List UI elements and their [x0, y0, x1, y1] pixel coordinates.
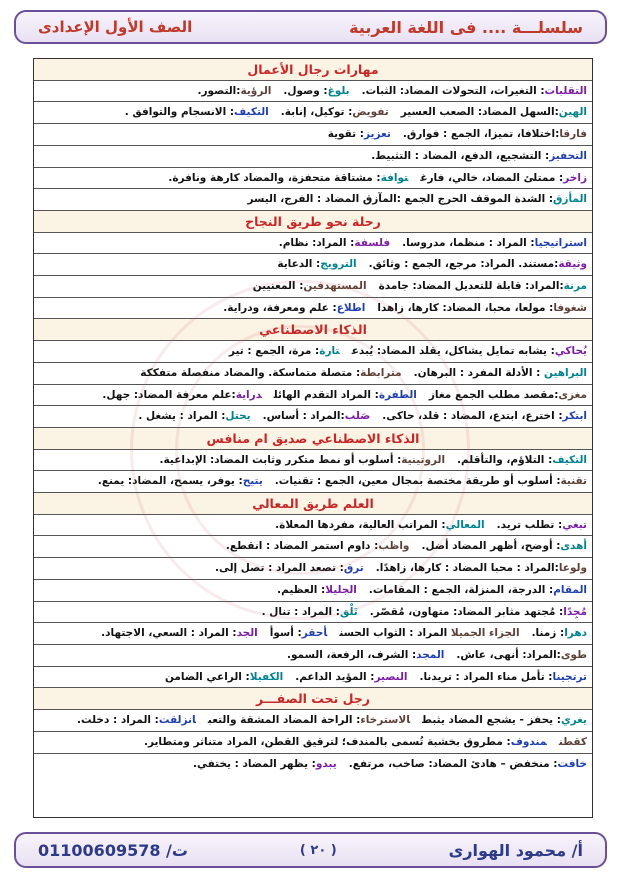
vocabulary-term: استراتيجيا	[534, 236, 587, 249]
vocabulary-entry	[414, 367, 587, 379]
vocabulary-definition: : توكيل، إنابة.	[280, 106, 353, 119]
vocabulary-entry	[253, 280, 367, 292]
vocabulary-definition: : أسلوب أو طريقة مختصة بمجال معين، الجمع : تقنيات.	[274, 475, 561, 488]
vocabulary-entry	[101, 627, 258, 639]
vocabulary-entry	[215, 562, 364, 574]
vocabulary-entry	[98, 475, 263, 487]
vocabulary-entry	[559, 736, 587, 748]
vocabulary-entry	[339, 627, 519, 639]
vocabulary-term: وثيقة	[558, 258, 587, 271]
vocabulary-row	[34, 233, 592, 255]
vocabulary-row	[34, 580, 592, 602]
vocabulary-term: كقطن	[558, 735, 587, 748]
vocabulary-definition: : المراد : يشغل .	[138, 410, 226, 423]
vocabulary-entry	[275, 519, 485, 531]
vocabulary-entry	[279, 237, 390, 249]
vocabulary-definition: : أوضح، أظهر المضاد أضل.	[421, 540, 561, 553]
vocabulary-row	[34, 124, 592, 146]
vocabulary-row	[34, 363, 592, 385]
section-heading: رجل تحت الصفـــر	[34, 688, 592, 710]
vocabulary-term: الهين	[558, 106, 587, 119]
vocabulary-entry	[403, 128, 587, 140]
footer-banner	[14, 832, 607, 868]
vocabulary-entry	[377, 302, 587, 314]
vocabulary-entry	[208, 714, 410, 726]
vocabulary-entry	[369, 584, 587, 596]
vocabulary-definition: : اخترع، ابتدع، المضاد : قلد، حاكى.	[382, 410, 563, 423]
vocabulary-definition: : المراد : منظما، مدروسا.	[402, 236, 535, 249]
vocabulary-entry	[193, 758, 337, 770]
vocabulary-entry	[369, 258, 587, 270]
vocabulary-definition: : تطلب تريد.	[496, 518, 563, 531]
vocabulary-entry	[165, 671, 283, 683]
vocabulary-row	[34, 558, 592, 580]
section-heading: العلم طريق المعالي	[34, 493, 592, 515]
vocabulary-row	[34, 102, 592, 124]
vocabulary-entry	[421, 540, 587, 552]
vocabulary-term: تَلْق	[340, 605, 358, 618]
vocabulary-definition: : المراتب العالية، مفردها المعلاة.	[275, 518, 446, 531]
vocabulary-entry	[379, 280, 587, 292]
vocabulary-term: التكيف	[552, 453, 587, 466]
vocabulary-term: مرنة	[563, 280, 587, 293]
vocabulary-definition: : مرة، الجمع : تير	[228, 345, 320, 358]
vocabulary-term: ترق	[343, 562, 364, 575]
vocabulary-row	[34, 450, 592, 472]
vocabulary-definition: : المراد : السعي، الاجتهاد.	[101, 627, 237, 640]
vocabulary-term: بلوغ	[327, 84, 350, 97]
vocabulary-row	[34, 754, 592, 776]
vocabulary-term: توافة	[380, 171, 409, 184]
vocabulary-definition: :المراد : أساس.	[262, 410, 345, 423]
vocabulary-definition: : العظيم.	[277, 583, 326, 596]
vocabulary-entry	[263, 410, 371, 422]
vocabulary-definition: : يحفز - يشجع المضاد يثبط	[422, 714, 561, 727]
vocabulary-term: صَلب	[344, 410, 371, 423]
vocabulary-term: أهدى	[560, 540, 587, 553]
header-banner	[14, 10, 607, 44]
vocabulary-definition: : الشرف، الرفعة، السمو.	[286, 648, 417, 661]
vocabulary-definition: : المؤيد الداعم.	[295, 670, 375, 683]
vocabulary-entry	[277, 258, 356, 270]
vocabulary-term: التقلبات	[544, 84, 587, 97]
vocabulary-entry	[382, 410, 587, 422]
vocabulary-row	[34, 515, 592, 537]
vocabulary-term: يُحاكي	[554, 345, 587, 358]
vocabulary-definition: :السهل المضاد: الصعب العسير	[400, 106, 559, 119]
vocabulary-term: التحفيز	[549, 149, 587, 162]
vocabulary-term: تقنية	[560, 475, 587, 488]
vocabulary-row	[34, 168, 592, 190]
vocabulary-definition: : زمنا.	[531, 627, 565, 640]
series-title: سلسلـــة .... فى اللغة العربية	[349, 17, 583, 37]
vocabulary-term: خافت	[557, 757, 587, 770]
vocabulary-definition: :المراد : محبا المضاد : كارها، زاهدًا.	[375, 562, 559, 575]
vocabulary-definition: : علم ومعرفة، ودراية.	[223, 301, 337, 314]
vocabulary-entry	[248, 193, 587, 205]
vocabulary-definition: : أسلوب أو نمط متكرر وثابت المضاد: الإبداعية.	[159, 453, 402, 466]
vocabulary-entry	[275, 475, 587, 487]
vocabulary-term: تارة	[319, 345, 340, 358]
vocabulary-definition: : الانسجام والتوافق .	[124, 106, 235, 119]
vocabulary-row	[34, 81, 592, 103]
vocabulary-term: يبدو	[315, 757, 337, 770]
vocabulary-term: المأزق	[553, 193, 587, 206]
page-number: ( ٢٠ )	[299, 842, 337, 858]
vocabulary-definition: :علم معرفة المضاد: جهل.	[102, 388, 236, 401]
vocabulary-entry	[229, 345, 340, 357]
vocabulary-term: المجد	[416, 648, 445, 661]
vocabulary-term: الجزاء الجميلا	[450, 627, 520, 640]
vocabulary-entry	[160, 454, 446, 466]
vocabulary-term: الاسترخاء	[360, 714, 411, 727]
vocabulary-term: أحقر	[301, 627, 328, 640]
vocabulary-entry	[420, 172, 587, 184]
vocabulary-definition: : الدرجة، المنزلة، الجمع : المقامات.	[368, 583, 554, 596]
vocabulary-term: مُجِدًا	[563, 605, 587, 618]
vocabulary-definition: :التصور.	[197, 84, 241, 97]
vocabulary-term: ابتكر	[562, 410, 587, 423]
vocabulary-entry	[226, 540, 410, 552]
vocabulary-entry	[370, 606, 587, 618]
vocabulary-entry	[532, 627, 587, 639]
vocabulary-term: تبغي	[562, 518, 587, 531]
section-heading: الذكاء الاصطناعي	[34, 319, 592, 341]
section-heading: مهارات رجال الأعمال	[34, 59, 592, 81]
vocabulary-definition: : يوفر، يسمح، المضاد: يمنع.	[97, 475, 243, 488]
vocabulary-term: يغري	[560, 714, 587, 727]
vocabulary-entry	[223, 302, 365, 314]
vocabulary-definition: : الراعي الضامن	[164, 670, 250, 683]
vocabulary-term: زاخر	[563, 171, 587, 184]
vocabulary-definition: المراد : الثواب الحسن	[339, 627, 451, 640]
vocabulary-term: النصير	[374, 670, 408, 683]
vocabulary-row	[34, 406, 592, 428]
vocabulary-term: الرؤية	[240, 84, 272, 97]
vocabulary-entry	[125, 106, 269, 118]
grade-label: الصف الأول الإعدادى	[38, 18, 193, 36]
vocabulary-entry	[376, 562, 587, 574]
vocabulary-row	[34, 602, 592, 624]
vocabulary-term: الجليلا	[325, 583, 357, 596]
vocabulary-entry	[420, 671, 588, 683]
vocabulary-definition: : مُجتهد مثابر المضاد: متهاون، مُقصّر.	[369, 605, 564, 618]
vocabulary-definition: :اختلافا، تميزا، الجمع : فوارق.	[402, 128, 560, 141]
vocabulary-entry	[168, 172, 408, 184]
vocabulary-definition: : الدعاية	[277, 258, 321, 271]
vocabulary-definition: : المراد: نظام.	[278, 236, 355, 249]
vocabulary-definition: : التغيرات، التحولات المضاد: الثبات.	[361, 84, 545, 97]
vocabulary-row	[34, 645, 592, 667]
vocabulary-definition: : تصعد المراد : تصل إلى.	[215, 562, 344, 575]
vocabulary-definition: : المراد التقدم الهائل	[273, 388, 379, 401]
vocabulary-entry	[262, 606, 358, 618]
vocabulary-definition: :المراد: قابلة للتعديل المضاد: جامدة	[378, 280, 564, 293]
vocabulary-term: مترابطة	[360, 366, 402, 379]
vocabulary-term: الطفرة	[378, 388, 417, 401]
section-heading: رحلة نحو طريق النجاح	[34, 211, 592, 233]
vocabulary-term: الترويج	[320, 258, 357, 271]
vocabulary-row	[34, 732, 592, 754]
phone-number: ت/ 01100609578	[38, 840, 188, 860]
vocabulary-entry	[140, 367, 401, 379]
vocabulary-definition: : الراحة المضاد المشقة والتعب	[207, 714, 361, 727]
vocabulary-row	[34, 385, 592, 407]
vocabulary-entry	[349, 758, 587, 770]
vocabulary-term: ولوعا	[558, 562, 587, 575]
vocabulary-entry	[281, 106, 389, 118]
vocabulary-term: مندوف	[510, 735, 547, 748]
vocabulary-term: الكفيلا	[249, 670, 284, 683]
vocabulary-row	[34, 298, 592, 320]
vocabulary-term: التكيف	[234, 106, 269, 119]
vocabulary-definition: : ممتلئ المضاد، خالي، فارغ	[420, 171, 564, 184]
vocabulary-entry	[77, 714, 196, 726]
vocabulary-definition: : التلاؤم، والتأقلم.	[457, 453, 553, 466]
vocabulary-entry	[362, 85, 587, 97]
vocabulary-entry	[422, 714, 587, 726]
vocabulary-entry	[270, 627, 328, 639]
vocabulary-definition: : تقوية	[327, 128, 364, 141]
vocabulary-term: فارقا	[559, 128, 587, 141]
vocabulary-term: دراية	[235, 388, 262, 401]
vocabulary-row	[34, 254, 592, 276]
vocabulary-entry	[429, 389, 587, 401]
vocabulary-entry	[138, 410, 250, 422]
vocabulary-term: شغوفا	[553, 301, 587, 314]
vocabulary-definition: : داوم استمر المضاد : انقطع.	[225, 540, 379, 553]
vocabulary-entry	[144, 736, 547, 748]
vocabulary-entry	[457, 454, 587, 466]
vocabulary-definition: : مولعا، محبا، المضاد: كارها، زاهدا	[377, 301, 554, 314]
vocabulary-definition: : الأدلة المفرد : البرهان.	[413, 366, 545, 379]
vocabulary-entry	[277, 584, 357, 596]
vocabulary-term: الروتينية	[401, 453, 446, 466]
vocabulary-term: ترتجينا	[552, 670, 587, 683]
vocabulary-term: مغزى	[558, 388, 587, 401]
vocabulary-row	[34, 276, 592, 298]
vocabulary-entry	[402, 237, 587, 249]
vocabulary-term: الجد	[236, 627, 258, 640]
vocabulary-entry	[328, 128, 391, 140]
vocabulary-term: المقام	[553, 583, 587, 596]
vocabulary-term: طوى	[560, 648, 587, 661]
vocabulary-entry	[371, 150, 587, 162]
vocabulary-entry	[456, 649, 587, 661]
vocabulary-entry	[497, 519, 587, 531]
vocabulary-definition: : وصول.	[283, 84, 328, 97]
vocabulary-entry	[295, 671, 407, 683]
vocabulary-entry	[102, 389, 261, 401]
vocabulary-term: اطلاع	[336, 301, 366, 314]
section-heading: الذكاء الاصطناعي صديق ام منافس	[34, 428, 592, 450]
vocabulary-definition: :المراد: أنهى، عاش.	[456, 648, 561, 661]
vocabulary-row	[34, 623, 592, 645]
vocabulary-term: دهرا	[564, 627, 587, 640]
vocabulary-definition: : التشجيع، الدفع، المضاد : التثبيط.	[371, 149, 550, 162]
vocabulary-definition: : مشتاقة متحفزة، والمضاد كارهة ونافرة.	[168, 171, 381, 184]
vocabulary-table	[33, 58, 593, 818]
vocabulary-term: يحتل	[225, 410, 251, 423]
vocabulary-entry	[401, 106, 587, 118]
vocabulary-row	[34, 189, 592, 211]
vocabulary-definition: :مستند. المراد: مرجع، الجمع : وثائق.	[368, 258, 559, 271]
vocabulary-term: يتيح	[242, 475, 263, 488]
vocabulary-definition: : منخفض – هادئ المضاد: صاخب، مرتفع.	[348, 757, 558, 770]
vocabulary-definition: : المعنيين	[252, 280, 304, 293]
vocabulary-definition: : يشابه تمايل يشاكل، يقلد المضاد: يُبدع	[351, 345, 555, 358]
vocabulary-definition: : المراد : دخلت.	[77, 714, 159, 727]
vocabulary-definition: : يظهر المضاد : يختفي.	[193, 757, 316, 770]
vocabulary-term: تعزيز	[363, 128, 391, 141]
vocabulary-definition: : تأمل مناء المراد : تريدنا.	[419, 670, 553, 683]
vocabulary-term: تفويض	[352, 106, 389, 119]
vocabulary-row	[34, 146, 592, 168]
vocabulary-definition: :مقصد مطلب الجمع مغاز	[428, 388, 559, 401]
vocabulary-term: المستهدفين	[303, 280, 367, 293]
vocabulary-entry	[352, 345, 587, 357]
vocabulary-term: فلسفة	[354, 236, 391, 249]
vocabulary-term: المعالي	[445, 518, 485, 531]
author-name: أ/ محمود الهوارى	[448, 840, 583, 860]
vocabulary-definition: : الشدة الموقف الحرج الجمع :المآزق المضاد : الفرج، اليسر	[247, 193, 554, 206]
vocabulary-definition: : أسوأ	[269, 627, 302, 640]
vocabulary-term: البراهين	[544, 366, 587, 379]
vocabulary-definition: : مطروق بخشبة تُسمى بالمندف؛ لترقيق القطن، المراد متناثر ومتطاير.	[143, 735, 511, 748]
vocabulary-row	[34, 341, 592, 363]
vocabulary-row	[34, 710, 592, 732]
vocabulary-entry	[274, 389, 417, 401]
vocabulary-entry	[197, 85, 271, 97]
vocabulary-term: واظب	[378, 540, 410, 553]
vocabulary-row	[34, 471, 592, 493]
vocabulary-entry	[287, 649, 444, 661]
vocabulary-row	[34, 536, 592, 558]
vocabulary-definition: : المراد : تنال .	[261, 605, 340, 618]
vocabulary-entry	[283, 85, 349, 97]
vocabulary-term: انزلقت	[158, 714, 196, 727]
vocabulary-row	[34, 667, 592, 689]
vocabulary-definition: : متصلة متماسكة. والمضاد منفصلة متفككة	[140, 366, 361, 379]
